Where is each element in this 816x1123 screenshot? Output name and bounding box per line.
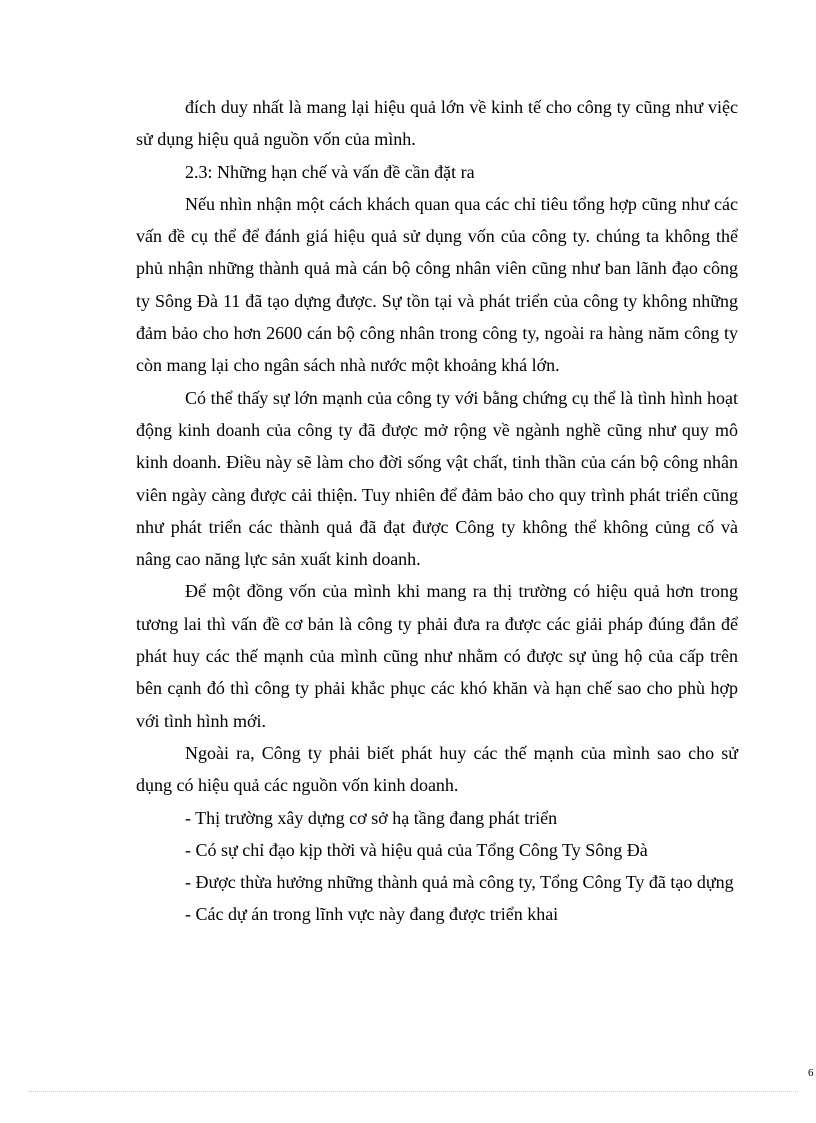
list-item: - Được thừa hưởng những thành quả mà công ty, Tổng Công Ty đã tạo dựng bbox=[185, 872, 734, 893]
page-bottom-divider bbox=[28, 1091, 798, 1092]
paragraph-intro-continuation: đích duy nhất là mang lại hiệu quả lớn về kinh tế cho công ty cũng như việc sử dụng hiệu quả nguồn vốn của mình. bbox=[136, 97, 738, 150]
section-heading: 2.3: Những hạn chế và vấn đề cần đặt ra bbox=[185, 161, 475, 182]
paragraph-objective-assessment: Nếu nhìn nhận một cách khách quan qua các chỉ tiêu tổng hợp cũng như các vấn đề cụ thể để đánh giá hiệu quả sử dụng vốn của công ty. chúng ta không thể phủ nhận những thành quả mà cán bộ công nhân viên cũng như ban lãnh đạo công ty Sông Đà 11 đã tạo dựng được. Sự tồn tại và phát triển của công ty không những đảm bảo cho hơn 2600 cán bộ công nhân trong công ty, ngoài ra hàng năm công ty còn mang lại cho ngân sách nhà nước một khoảng khá lớn. bbox=[136, 193, 738, 376]
page-number: 6 bbox=[808, 1067, 814, 1079]
paragraph-strengths: Ngoài ra, Công ty phải biết phát huy các thế mạnh của mình sao cho sử dụng có hiệu quả các nguồn vốn kinh doanh. bbox=[136, 742, 738, 796]
list-item: - Có sự chỉ đạo kịp thời và hiệu quả của Tổng Công Ty Sông Đà bbox=[185, 839, 648, 860]
paragraph-capital-efficiency: Để một đồng vốn của mình khi mang ra thị trường có hiệu quả hơn trong tương lai thì vấn đề cơ bản là công ty phải đưa ra được các giải pháp đúng đắn để phát huy các thế mạnh của mình cũng như nhằm có được sự ủng hộ của cấp trên bên cạnh đó thì công ty phải khắc phục các khó khăn và hạn chế sao cho phù hợp với tình hình mới. bbox=[136, 581, 738, 731]
list-item: - Thị trường xây dựng cơ sở hạ tầng đang phát triển bbox=[185, 807, 558, 828]
list-item: - Các dự án trong lĩnh vực này đang được triển khai bbox=[185, 904, 559, 925]
body-text bbox=[136, 91, 738, 931]
paragraph-company-growth: Có thể thấy sự lớn mạnh của công ty với bằng chứng cụ thể là tình hình hoạt động kinh doanh của công ty đã được mở rộng về ngành nghề cũng như quy mô kinh doanh. Điều này sẽ làm cho đời sống vật chất, tinh thần của cán bộ công nhân viên ngày càng được cải thiện. Tuy nhiên để đảm bảo cho quy trình phát triển cũng như phát triển các thành quả đã đạt được Công ty không thể không củng cố và nâng cao năng lực sản xuất kinh doanh. bbox=[136, 387, 738, 570]
